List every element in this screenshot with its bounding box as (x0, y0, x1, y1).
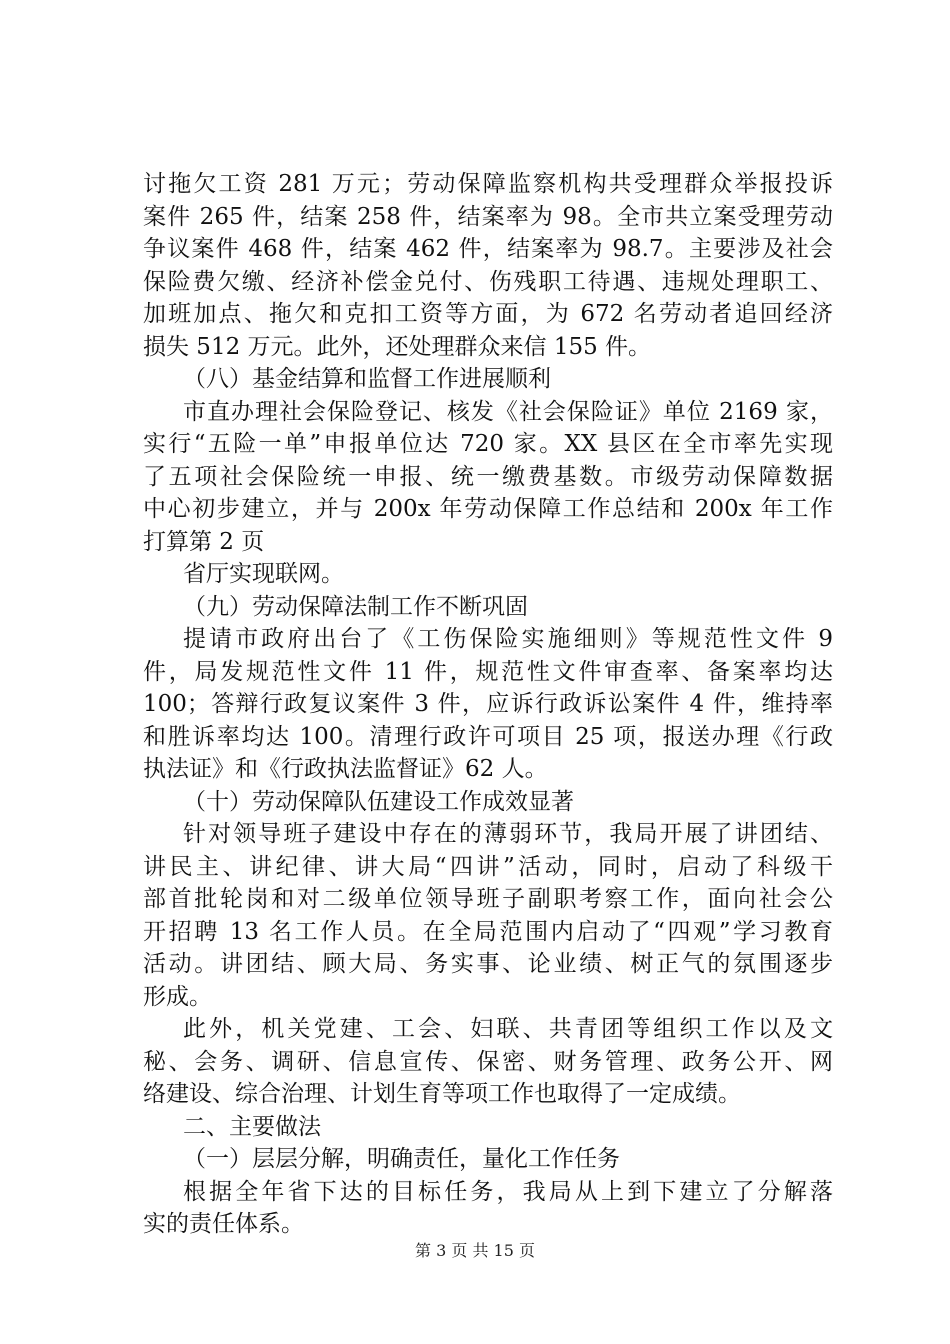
text-line: 100；答辩行政复议案件 3 件，应诉行政诉讼案件 4 件，维持率 (143, 691, 833, 717)
text-line: 省厅实现联网。 (183, 561, 344, 587)
text-line: 打算第 2 页 (143, 528, 265, 555)
text-line: 保险费欠缴、经济补偿金兑付、伤残职工待遇、违规处理职工、 (143, 268, 833, 295)
text-line: 部首批轮岗和对二级单位领导班子副职考察工作，面向社会公 (143, 886, 833, 912)
text-line: 提请市政府出台了《工伤保险实施细则》等规范性文件 9 (183, 626, 833, 652)
text-line: 讲民主、讲纪律、讲大局“四讲”活动，同时，启动了科级干 (143, 853, 833, 880)
page-footer: 第 3 页 共 15 页 (415, 1241, 535, 1260)
text-line: 争议案件 468 件，结案 462 件，结案率为 98.7。主要涉及社会 (143, 236, 833, 262)
text-line: 络建设、综合治理、计划生育等项工作也取得了一定成绩。 (143, 1081, 741, 1107)
text-line: 活动。讲团结、顾大局、务实事、论业绩、树正气的氛围逐步 (143, 951, 833, 977)
text-line: 件，局发规范性文件 11 件，规范性文件审查率、备案率均达 (143, 658, 833, 685)
text-line: 秘、会务、调研、信息宣传、保密、财务管理、政务公开、网 (143, 1048, 833, 1075)
text-line: 针对领导班子建设中存在的薄弱环节，我局开展了讲团结、 (183, 821, 833, 847)
text-line: 执法证》和《行政执法监督证》62 人。 (143, 756, 548, 782)
text-line: 案件 265 件，结案 258 件，结案率为 98。全市共立案受理劳动 (143, 203, 833, 230)
text-line: 根据全年省下达的目标任务，我局从上到下建立了分解落 (183, 1178, 833, 1205)
text-line: 和胜诉率均达 100。清理行政许可项目 25 项，报送办理《行政 (143, 723, 833, 750)
text-line: 开招聘 13 名工作人员。在全局范围内启动了“四观”学习教育 (143, 918, 833, 945)
text-line: 加班加点、拖欠和克扣工资等方面，为 672 名劳动者追回经济 (143, 301, 833, 327)
text-line: （八）基金结算和监督工作进展顺利 (183, 366, 551, 392)
text-line: 了五项社会保险统一申报、统一缴费基数。市级劳动保障数据 (143, 463, 833, 490)
text-line: （一）层层分解，明确责任，量化工作任务 (183, 1146, 620, 1172)
text-line: 中心初步建立，并与 200x 年劳动保障工作总结和 200x 年工作 (143, 496, 833, 522)
text-line: 二、主要做法 (183, 1113, 321, 1140)
document-body (143, 168, 833, 1241)
text-line: 实的责任体系。 (143, 1211, 304, 1237)
text-line: 损失 512 万元。此外，还处理群众来信 155 件。 (143, 333, 652, 360)
text-line: 此外，机关党建、工会、妇联、共青团等组织工作以及文 (183, 1016, 833, 1042)
text-line: 形成。 (143, 983, 212, 1010)
text-line: （九）劳动保障法制工作不断巩固 (183, 593, 528, 620)
text-line: （十）劳动保障队伍建设工作成效显著 (183, 788, 574, 815)
text-line: 实行“五险一单”申报单位达 720 家。XX 县区在全市率先实现 (143, 431, 833, 457)
text-line: 市直办理社会保险登记、核发《社会保险证》单位 2169 家， (183, 398, 833, 425)
text-line: 讨拖欠工资 281 万元；劳动保障监察机构共受理群众举报投诉 (143, 171, 833, 197)
